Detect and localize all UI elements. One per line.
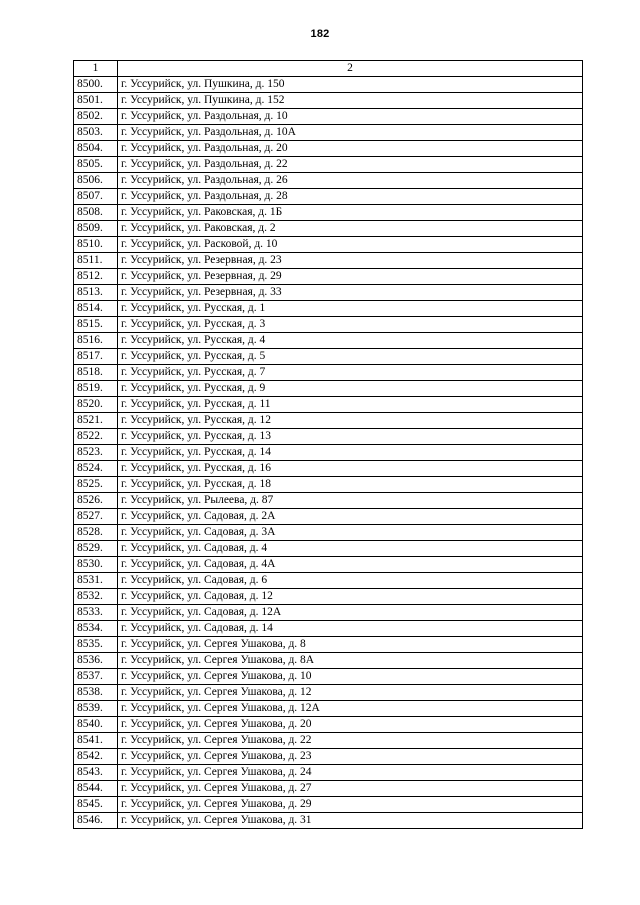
table-row (74, 669, 583, 685)
address-cell: г. Уссурийск, ул. Садовая, д. 12 (118, 589, 583, 605)
row-number: 8542. (74, 749, 118, 765)
table-row (74, 573, 583, 589)
address-cell: г. Уссурийск, ул. Русская, д. 12 (118, 413, 583, 429)
row-number: 8538. (74, 685, 118, 701)
row-number: 8515. (74, 317, 118, 333)
address-cell: г. Уссурийск, ул. Сергея Ушакова, д. 31 (118, 813, 583, 829)
row-number: 8527. (74, 509, 118, 525)
address-cell: г. Уссурийск, ул. Раздольная, д. 22 (118, 157, 583, 173)
table-row (74, 717, 583, 733)
row-number: 8500. (74, 77, 118, 93)
row-number: 8533. (74, 605, 118, 621)
column-header-address: 2 (118, 61, 583, 77)
address-cell: г. Уссурийск, ул. Русская, д. 7 (118, 365, 583, 381)
row-number: 8507. (74, 189, 118, 205)
row-number: 8534. (74, 621, 118, 637)
address-cell: г. Уссурийск, ул. Рылеева, д. 87 (118, 493, 583, 509)
row-number: 8546. (74, 813, 118, 829)
table-row (74, 605, 583, 621)
table-row (74, 365, 583, 381)
address-cell: г. Уссурийск, ул. Сергея Ушакова, д. 12 (118, 685, 583, 701)
row-number: 8501. (74, 93, 118, 109)
row-number: 8526. (74, 493, 118, 509)
address-cell: г. Уссурийск, ул. Русская, д. 11 (118, 397, 583, 413)
row-number: 8509. (74, 221, 118, 237)
table-row (74, 461, 583, 477)
table-row (74, 381, 583, 397)
table-row (74, 397, 583, 413)
address-cell: г. Уссурийск, ул. Русская, д. 5 (118, 349, 583, 365)
address-cell: г. Уссурийск, ул. Раздольная, д. 10 (118, 109, 583, 125)
address-cell: г. Уссурийск, ул. Садовая, д. 2А (118, 509, 583, 525)
row-number: 8545. (74, 797, 118, 813)
address-cell: г. Уссурийск, ул. Русская, д. 18 (118, 477, 583, 493)
table-row (74, 141, 583, 157)
address-cell: г. Уссурийск, ул. Русская, д. 14 (118, 445, 583, 461)
address-cell: г. Уссурийск, ул. Сергея Ушакова, д. 23 (118, 749, 583, 765)
row-number: 8529. (74, 541, 118, 557)
address-cell: г. Уссурийск, ул. Расковой, д. 10 (118, 237, 583, 253)
table-row (74, 109, 583, 125)
address-cell: г. Уссурийск, ул. Сергея Ушакова, д. 8 (118, 637, 583, 653)
row-number: 8524. (74, 461, 118, 477)
table-row (74, 93, 583, 109)
row-number: 8543. (74, 765, 118, 781)
address-cell: г. Уссурийск, ул. Сергея Ушакова, д. 29 (118, 797, 583, 813)
table-row (74, 541, 583, 557)
address-cell: г. Уссурийск, ул. Сергея Ушакова, д. 20 (118, 717, 583, 733)
row-number: 8520. (74, 397, 118, 413)
table-row (74, 269, 583, 285)
table-row (74, 621, 583, 637)
table-row (74, 317, 583, 333)
table-row (74, 797, 583, 813)
address-cell: г. Уссурийск, ул. Сергея Ушакова, д. 24 (118, 765, 583, 781)
table-row (74, 765, 583, 781)
column-header-number: 1 (74, 61, 118, 77)
address-cell: г. Уссурийск, ул. Русская, д. 9 (118, 381, 583, 397)
row-number: 8511. (74, 253, 118, 269)
address-cell: г. Уссурийск, ул. Сергея Ушакова, д. 8А (118, 653, 583, 669)
row-number: 8502. (74, 109, 118, 125)
address-cell: г. Уссурийск, ул. Русская, д. 16 (118, 461, 583, 477)
table-row (74, 685, 583, 701)
table-row (74, 557, 583, 573)
row-number: 8536. (74, 653, 118, 669)
row-number: 8540. (74, 717, 118, 733)
row-number: 8513. (74, 285, 118, 301)
row-number: 8518. (74, 365, 118, 381)
table-row (74, 189, 583, 205)
table-row (74, 445, 583, 461)
table-row (74, 301, 583, 317)
table-row (74, 701, 583, 717)
address-cell: г. Уссурийск, ул. Садовая, д. 3А (118, 525, 583, 541)
address-cell: г. Уссурийск, ул. Садовая, д. 14 (118, 621, 583, 637)
table-row (74, 157, 583, 173)
row-number: 8530. (74, 557, 118, 573)
address-cell: г. Уссурийск, ул. Садовая, д. 6 (118, 573, 583, 589)
row-number: 8522. (74, 429, 118, 445)
address-cell: г. Уссурийск, ул. Резервная, д. 23 (118, 253, 583, 269)
address-cell: г. Уссурийск, ул. Раздольная, д. 28 (118, 189, 583, 205)
table-row (74, 749, 583, 765)
address-cell: г. Уссурийск, ул. Раковская, д. 2 (118, 221, 583, 237)
address-cell: г. Уссурийск, ул. Садовая, д. 12А (118, 605, 583, 621)
row-number: 8505. (74, 157, 118, 173)
table-row (74, 509, 583, 525)
table-row (74, 525, 583, 541)
address-cell: г. Уссурийск, ул. Пушкина, д. 152 (118, 93, 583, 109)
row-number: 8532. (74, 589, 118, 605)
address-table (73, 60, 583, 829)
address-cell: г. Уссурийск, ул. Русская, д. 1 (118, 301, 583, 317)
row-number: 8512. (74, 269, 118, 285)
table-row (74, 205, 583, 221)
row-number: 8525. (74, 477, 118, 493)
address-cell: г. Уссурийск, ул. Сергея Ушакова, д. 27 (118, 781, 583, 797)
row-number: 8537. (74, 669, 118, 685)
address-cell: г. Уссурийск, ул. Русская, д. 13 (118, 429, 583, 445)
address-cell: г. Уссурийск, ул. Резервная, д. 29 (118, 269, 583, 285)
table-row (74, 429, 583, 445)
row-number: 8503. (74, 125, 118, 141)
table-row (74, 253, 583, 269)
address-cell: г. Уссурийск, ул. Русская, д. 4 (118, 333, 583, 349)
table-row (74, 125, 583, 141)
row-number: 8531. (74, 573, 118, 589)
address-cell: г. Уссурийск, ул. Раковская, д. 1Б (118, 205, 583, 221)
table-row (74, 221, 583, 237)
address-cell: г. Уссурийск, ул. Раздольная, д. 20 (118, 141, 583, 157)
table-row (74, 237, 583, 253)
address-cell: г. Уссурийск, ул. Сергея Ушакова, д. 22 (118, 733, 583, 749)
address-cell: г. Уссурийск, ул. Садовая, д. 4 (118, 541, 583, 557)
row-number: 8508. (74, 205, 118, 221)
address-cell: г. Уссурийск, ул. Пушкина, д. 150 (118, 77, 583, 93)
table-row (74, 477, 583, 493)
address-cell: г. Уссурийск, ул. Резервная, д. 33 (118, 285, 583, 301)
address-cell: г. Уссурийск, ул. Русская, д. 3 (118, 317, 583, 333)
table-header-row (74, 61, 583, 77)
table-row (74, 813, 583, 829)
table-row (74, 589, 583, 605)
table-body (74, 77, 583, 829)
table-row (74, 333, 583, 349)
row-number: 8516. (74, 333, 118, 349)
row-number: 8535. (74, 637, 118, 653)
row-number: 8506. (74, 173, 118, 189)
table-row (74, 653, 583, 669)
table-row (74, 733, 583, 749)
row-number: 8539. (74, 701, 118, 717)
row-number: 8517. (74, 349, 118, 365)
table-row (74, 637, 583, 653)
address-cell: г. Уссурийск, ул. Сергея Ушакова, д. 12А (118, 701, 583, 717)
row-number: 8514. (74, 301, 118, 317)
row-number: 8521. (74, 413, 118, 429)
row-number: 8510. (74, 237, 118, 253)
table-row (74, 781, 583, 797)
row-number: 8528. (74, 525, 118, 541)
table-row (74, 285, 583, 301)
row-number: 8544. (74, 781, 118, 797)
address-cell: г. Уссурийск, ул. Садовая, д. 4А (118, 557, 583, 573)
table-row (74, 493, 583, 509)
row-number: 8519. (74, 381, 118, 397)
address-cell: г. Уссурийск, ул. Сергея Ушакова, д. 10 (118, 669, 583, 685)
row-number: 8541. (74, 733, 118, 749)
address-cell: г. Уссурийск, ул. Раздольная, д. 10А (118, 125, 583, 141)
table-row (74, 349, 583, 365)
table-row (74, 77, 583, 93)
row-number: 8523. (74, 445, 118, 461)
row-number: 8504. (74, 141, 118, 157)
address-cell: г. Уссурийск, ул. Раздольная, д. 26 (118, 173, 583, 189)
table-row (74, 413, 583, 429)
page-number: 182 (310, 28, 330, 40)
table-row (74, 173, 583, 189)
